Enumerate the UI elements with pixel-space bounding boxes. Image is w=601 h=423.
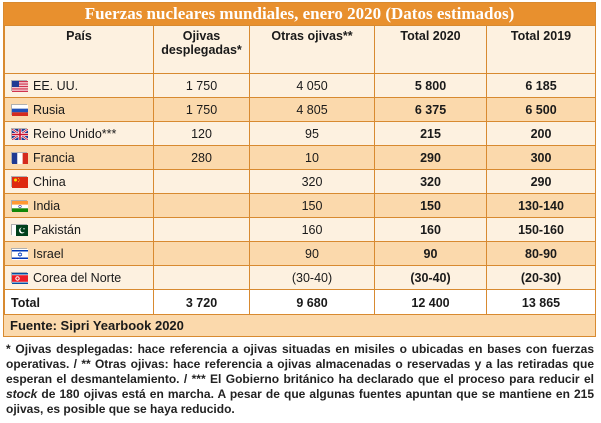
desplegadas-cell: [154, 194, 250, 218]
total-2020-cell: 90: [375, 242, 487, 266]
total-2019-cell: 200: [487, 122, 596, 146]
country-cell: [5, 122, 154, 146]
otras-cell: 10: [250, 146, 375, 170]
otras-cell: 4 805: [250, 98, 375, 122]
table-row: [5, 122, 596, 146]
israel-flag-icon: [11, 248, 27, 259]
total-2019-cell: 130-140: [487, 194, 596, 218]
header-pais: País: [5, 26, 154, 74]
total-2020-cell: (30-40): [375, 266, 487, 290]
total-2020-cell: 215: [375, 122, 487, 146]
total-desplegadas: 3 720: [154, 290, 250, 316]
table-header-row: [5, 26, 596, 74]
table-row: [5, 146, 596, 170]
country-name: India: [33, 198, 61, 213]
table-row: [5, 218, 596, 242]
desplegadas-cell: 1 750: [154, 74, 250, 98]
otras-cell: 95: [250, 122, 375, 146]
table-row: [5, 194, 596, 218]
north-korea-flag-icon: [11, 272, 27, 283]
footnotes: [6, 342, 594, 417]
total-2020-cell: 5 800: [375, 74, 487, 98]
country-cell: [5, 146, 154, 170]
country-cell: [5, 170, 154, 194]
france-flag-icon: [11, 152, 27, 163]
country-name: Reino Unido***: [33, 126, 117, 141]
country-name: Pakistán: [33, 222, 81, 237]
table-row: [5, 242, 596, 266]
otras-cell: 90: [250, 242, 375, 266]
desplegadas-cell: [154, 266, 250, 290]
otras-cell: (30-40): [250, 266, 375, 290]
table-row: [5, 74, 596, 98]
footnote-part2: de 180 ojivas está en marcha. A pesar de que algunas fuentes apuntan que se mantiene en 215 ojivas, es posible que se haya reducido.: [6, 387, 594, 416]
total-2019-cell: 6 500: [487, 98, 596, 122]
total-label: Total: [5, 290, 154, 316]
total-2019-cell: 150-160: [487, 218, 596, 242]
header-total-2019: Total 2019: [487, 26, 596, 74]
country-cell: [5, 98, 154, 122]
total-2019-cell: 300: [487, 146, 596, 170]
header-desplegadas: Ojivas desplegadas*: [154, 26, 250, 74]
total-2020-cell: 160: [375, 218, 487, 242]
footnote-italic: stock: [6, 387, 38, 401]
uk-flag-icon: [11, 128, 27, 139]
source-line: Fuente: Sipri Yearbook 2020: [4, 314, 595, 336]
total-2019-cell: 6 185: [487, 74, 596, 98]
desplegadas-cell: [154, 218, 250, 242]
total-otras: 9 680: [250, 290, 375, 316]
country-name: Francia: [33, 150, 75, 165]
nuclear-forces-table-panel: [3, 2, 596, 337]
desplegadas-cell: 120: [154, 122, 250, 146]
total-row: [5, 290, 596, 316]
nuclear-forces-table: [4, 25, 596, 316]
total-2019-cell: 290: [487, 170, 596, 194]
country-name: Corea del Norte: [33, 270, 122, 285]
otras-cell: 4 050: [250, 74, 375, 98]
desplegadas-cell: [154, 170, 250, 194]
header-total-2020: Total 2020: [375, 26, 487, 74]
table-row: [5, 170, 596, 194]
desplegadas-cell: 1 750: [154, 98, 250, 122]
total-2019-cell: 80-90: [487, 242, 596, 266]
country-cell: [5, 218, 154, 242]
total-2019-cell: (20-30): [487, 266, 596, 290]
otras-cell: 320: [250, 170, 375, 194]
india-flag-icon: [11, 200, 27, 211]
russia-flag-icon: [11, 104, 27, 115]
total-2020-cell: 320: [375, 170, 487, 194]
total-2019: 13 865: [487, 290, 596, 316]
table-row: [5, 266, 596, 290]
table-title: Fuerzas nucleares mundiales, enero 2020 (Datos estimados): [4, 3, 595, 25]
total-2020: 12 400: [375, 290, 487, 316]
country-name: Israel: [33, 246, 64, 261]
header-otras: Otras ojivas**: [250, 26, 375, 74]
country-cell: [5, 266, 154, 290]
desplegadas-cell: [154, 242, 250, 266]
footnote-part1: * Ojivas desplegadas: hace referencia a ojivas situadas en misiles o ubicadas en bases con fuerzas operativas. / ** Otras ojivas: hace referencia a ojivas almacenadas o reservadas y a las retiradas que esperan el desmantelamiento. / *** El Gobierno británico ha declarado que el proceso para reducir el: [6, 342, 594, 386]
country-cell: [5, 242, 154, 266]
country-name: EE. UU.: [33, 78, 79, 93]
total-2020-cell: 6 375: [375, 98, 487, 122]
total-2020-cell: 150: [375, 194, 487, 218]
country-cell: [5, 194, 154, 218]
us-flag-icon: [11, 80, 27, 91]
desplegadas-cell: 280: [154, 146, 250, 170]
pakistan-flag-icon: [11, 224, 27, 235]
otras-cell: 160: [250, 218, 375, 242]
table-row: [5, 98, 596, 122]
otras-cell: 150: [250, 194, 375, 218]
country-name: Rusia: [33, 102, 65, 117]
total-2020-cell: 290: [375, 146, 487, 170]
china-flag-icon: [11, 176, 27, 187]
country-name: China: [33, 174, 66, 189]
country-cell: [5, 74, 154, 98]
